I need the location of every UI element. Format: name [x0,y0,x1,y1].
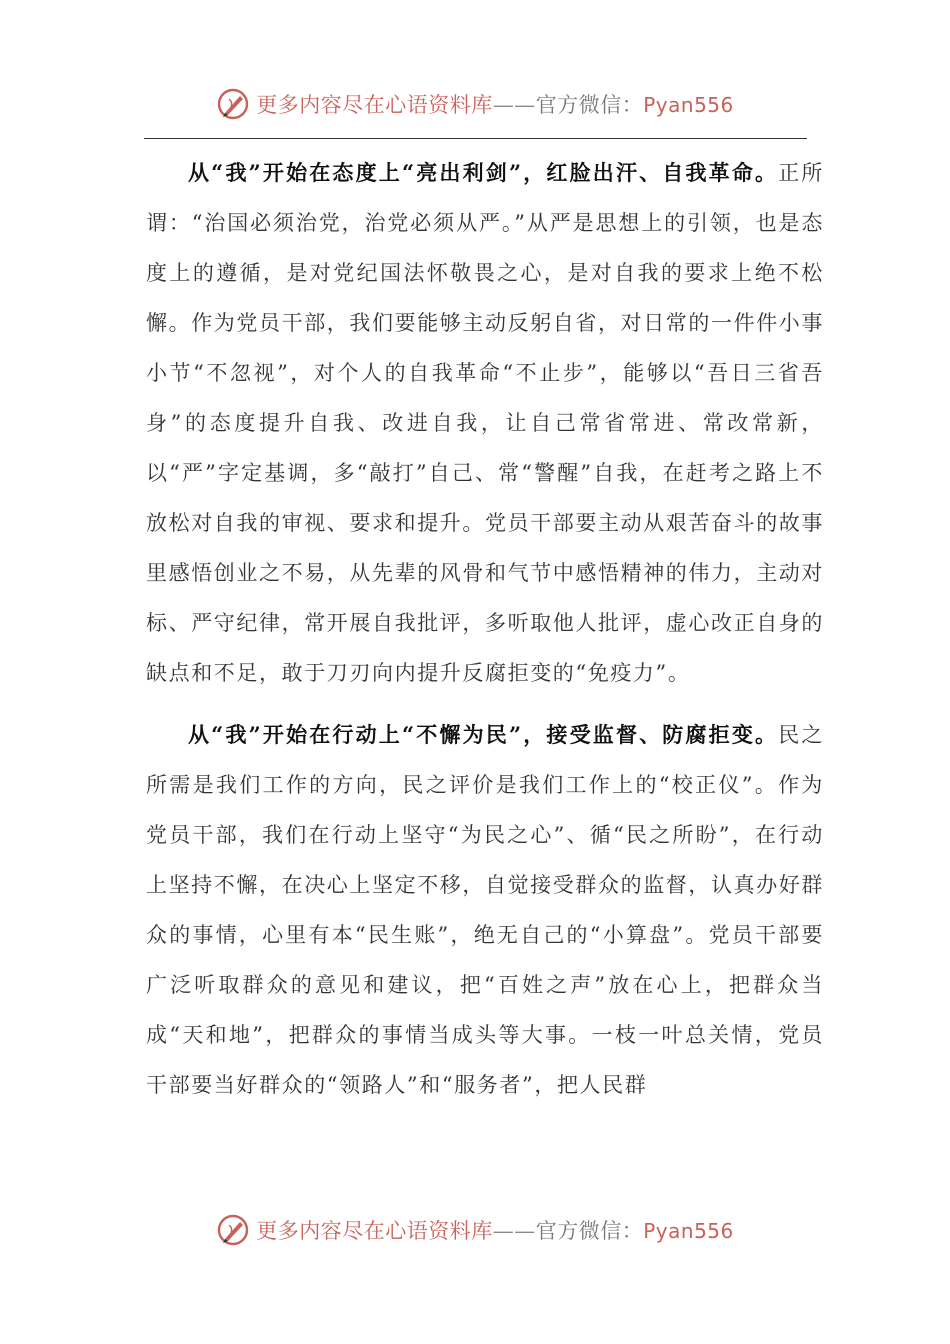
quill-pen-seal-icon [216,1213,250,1247]
paragraph-2-heading: 从“我”开始在行动上“不懈为民”，接受监督、防腐拒变。 [188,722,779,747]
header-divider [144,138,807,139]
footer-lead: 更多内容尽在心语资料库 [256,1219,493,1243]
footer-banner [0,1208,950,1252]
footer-wechat-label: 官方微信： [535,1219,644,1243]
footer-wechat-id: Pyan556 [643,1219,734,1243]
paragraph-1-heading: 从“我”开始在态度上“亮出利剑”，红脸出汗、自我革命。 [188,160,779,185]
header-text [256,89,734,119]
header-wechat-label: 官方微信： [535,93,644,117]
document-body [146,148,824,1110]
header-lead: 更多内容尽在心语资料库 [256,93,493,117]
paragraph-1 [146,148,824,698]
header-dash: —— [492,93,536,117]
header-wechat-id: Pyan556 [643,93,734,117]
paragraph-2-text: 民之所需是我们工作的方向，民之评价是我们工作上的“校正仪”。作为党员干部，我们在行动上坚守“为民之心”、循“民之所盼”，在行动上坚持不懈，在决心上坚定不移，自觉接受群众的监督，认真办好群众的事情，心里有本“民生账”，绝无自己的“小算盘”。党员干部要广泛听取群众的意见和建议，把“百姓之声”放在心上，把群众当成“天和地”，把群众的事情当成头等大事。一枝一叶总关情，党员干部要当好群众的“领路人”和“服务者”，把人民群 [146,723,825,1097]
footer-text [256,1215,734,1245]
header-banner [0,82,950,126]
paragraph-1-text: 正所谓：“治国必须治党，治党必须从严。”从严是思想上的引领，也是态度上的遵循，是对党纪国法怀敬畏之心，是对自我的要求上绝不松懈。作为党员干部，我们要能够主动反躬自省，对日常的一件件小事小节“不忽视”，对个人的自我革命“不止步”，能够以“吾日三省吾身”的态度提升自我、改进自我，让自己常省常进、常改常新，以“严”字定基调，多“敲打”自己、常“警醒”自我，在赶考之路上不放松对自我的审视、要求和提升。党员干部要主动从艰苦奋斗的故事里感悟创业之不易，从先辈的风骨和气节中感悟精神的伟力，主动对标、严守纪律，常开展自我批评，多听取他人批评，虚心改正自身的缺点和不足，敢于刀刃向内提升反腐拒变的“免疫力”。 [146,161,825,685]
quill-pen-seal-icon [216,87,250,121]
paragraph-2 [146,710,824,1110]
footer-dash: —— [492,1219,536,1243]
